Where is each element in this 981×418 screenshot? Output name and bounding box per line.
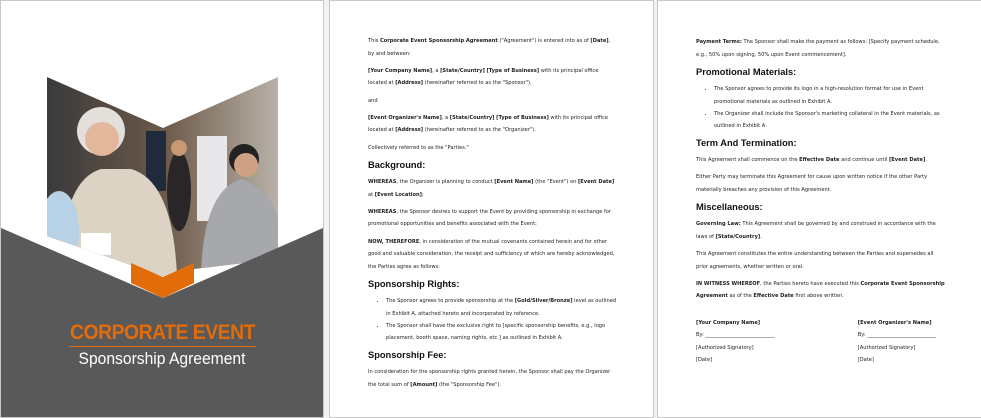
text-run: ; <box>422 191 424 198</box>
bold-text: Governing Law: <box>696 221 741 228</box>
paragraph <box>368 142 618 155</box>
text-run: with its principal office located at <box>368 114 609 134</box>
signature-name: [Your Company Name] <box>696 319 761 326</box>
list-item <box>386 295 618 320</box>
text-run: , a <box>432 67 441 74</box>
cover-title: CORPORATE EVENT <box>69 321 256 347</box>
text-run: , the Organizer is planning to conduct <box>396 179 495 186</box>
bold-text: WHEREAS <box>368 179 397 186</box>
text-run: This <box>368 38 381 44</box>
bold-text: Corporate Event Sponsorship Agreement <box>380 38 498 44</box>
bold-text: [Event Location] <box>374 191 423 198</box>
bold-text: Effective Date <box>753 293 794 300</box>
bold-text: Effective Date <box>799 157 840 163</box>
text-run: (hereinafter referred to as the "Sponsor"), <box>423 80 532 87</box>
bold-text: Payment Terms: <box>696 39 742 45</box>
text-run: , by and between: <box>368 38 611 57</box>
signature-column <box>696 317 774 367</box>
bold-text: [State/Country] <box>715 233 761 240</box>
signature-role: [Authorized Signatory] <box>857 344 916 351</box>
text-run: (the "Event") on <box>533 179 578 186</box>
page-3-body <box>696 36 946 367</box>
text-run: Collectively referred to as the "Parties." <box>368 144 469 151</box>
text-run: and <box>368 97 378 104</box>
text-run: (the "Sponsorship Fee"). <box>437 381 501 388</box>
list-item <box>714 83 946 108</box>
text-run: The Sponsor shall make the payment as follows: [Specify payment schedule, e.g., 50% upon signing, 50% upon Event commencement]. <box>696 39 940 58</box>
paragraph <box>696 248 946 273</box>
cover-photo <box>39 77 278 277</box>
text-run: ("Agreement") is entered into as of <box>497 38 591 44</box>
paragraph <box>368 112 618 137</box>
signature-name: [Event Organizer's Name] <box>857 319 932 326</box>
text-run: . <box>925 157 927 163</box>
bullet-list <box>368 295 618 345</box>
bold-text: [Address] <box>395 127 424 134</box>
bold-text: Corporate Event Sponsorship Agreement <box>696 280 945 300</box>
paragraph <box>368 366 618 391</box>
paragraph <box>696 154 946 167</box>
bold-text: [State/Country] <box>440 67 485 74</box>
text-run: The Sponsor agrees to provide sponsorship at the <box>386 298 515 305</box>
bold-text: [Type of Business] <box>486 67 540 74</box>
section-heading: Background: <box>368 160 426 171</box>
section-heading: Promotional Materials: <box>696 67 797 77</box>
text-run: , in consideration of the mutual covenants contained herein and for other good and valuable consideration, the receipt and sufficiency of which are hereby acknowledged, the Parties agree as follows: <box>368 238 615 270</box>
cover-page <box>0 0 324 418</box>
bold-text: [State/Country] <box>449 114 495 121</box>
paragraph <box>368 95 618 108</box>
text-run: This Agreement shall commence on the <box>696 157 800 163</box>
bold-text: [Date] <box>590 38 609 44</box>
bold-text: [Address] <box>395 80 424 87</box>
bold-text: [Event Date] <box>888 157 926 163</box>
text-run: . <box>760 233 762 240</box>
text-run: as of the <box>727 293 754 300</box>
paragraph <box>696 218 946 243</box>
text-run: , the Parties hereto have executed this <box>760 280 861 287</box>
text-run: This Agreement constitutes the entire understanding between the Parties and supersedes all prior agreements, whether written or oral. <box>696 251 934 270</box>
bold-text: WHEREAS <box>368 208 397 215</box>
bold-text: [Amount] <box>410 381 438 388</box>
bold-text: [Event Name] <box>494 179 534 186</box>
text-run: at <box>368 191 375 198</box>
text-run: first above written. <box>793 293 844 300</box>
paragraph <box>696 171 946 196</box>
text-run: The Sponsor shall have the exclusive right to [specific sponsorship benefits, e.g., logo placement, booth space, naming rights, etc.] as outlined in Exhibit A. <box>386 322 606 342</box>
bold-text: IN WITNESS WHEREOF <box>696 280 761 287</box>
bold-text: [Event Organizer's Name] <box>368 114 442 121</box>
text-run: , the Sponsor desires to support the Event by providing sponsorship in exchange for promotional opportunities and benefits associated with the Event; <box>368 208 612 228</box>
section-heading: Sponsorship Rights: <box>368 279 460 290</box>
signature-column <box>858 317 936 367</box>
paragraph <box>368 176 618 201</box>
bold-text: [Your Company Name] <box>368 67 433 74</box>
text-run: and continue until <box>839 157 889 163</box>
bold-text: [Event Date] <box>577 179 615 186</box>
text-run: In consideration for the sponsorship rights granted herein, the Sponsor shall pay the Organizer the total sum of <box>368 369 611 388</box>
text-run: The Sponsor agrees to provide its logo in a high-resolution format for use in Event promotional materials as outlined in Exhibit A. <box>714 86 924 105</box>
signature-role: [Authorized Signatory] <box>696 344 754 351</box>
paragraph <box>696 278 946 303</box>
text-run: level as outlined in Exhibit A, attached hereto and incorporated by reference. <box>386 298 617 317</box>
paragraph <box>368 65 618 90</box>
bullet-list <box>696 83 946 133</box>
section-heading: Miscellaneous: <box>696 202 763 213</box>
signature-by: By: ___________________________ <box>857 332 936 339</box>
section-heading: Term And Termination: <box>696 138 797 148</box>
list-item <box>714 108 946 133</box>
text-run: Either Party may terminate this Agreement for cause upon written notice if the other Party materially breaches any provision of this Agreement. <box>696 174 928 193</box>
text-run: This Agreement shall be governed by and construed in accordance with the laws of <box>696 221 936 240</box>
page-3 <box>657 0 981 418</box>
list-item <box>386 320 618 345</box>
paragraph <box>368 206 618 231</box>
signature-by: By: ___________________________ <box>696 332 775 339</box>
paragraph <box>368 236 618 274</box>
text-run: (hereinafter referred to as the "Organizer"). <box>423 127 536 134</box>
bold-text: [Type of Business] <box>496 114 549 121</box>
signature-block <box>696 317 936 367</box>
text-run: The Organizer shall include the Sponsor's marketing collateral in the Event materials, as outlined in Exhibit A. <box>714 110 940 129</box>
signature-date: [Date] <box>857 357 874 364</box>
section-heading: Sponsorship Fee: <box>368 350 447 361</box>
signature-date: [Date] <box>696 357 713 364</box>
page-2 <box>329 0 654 418</box>
page-2-body <box>368 35 618 396</box>
paragraph <box>368 35 618 60</box>
text-run: with its principal office located at <box>368 67 599 87</box>
text-run: , a <box>441 114 450 121</box>
cover-subtitle: Sponsorship Agreement <box>78 349 246 368</box>
bold-text: NOW, THEREFORE <box>368 238 420 245</box>
paragraph <box>696 36 946 61</box>
bold-text: [Gold/Silver/Bronze] <box>514 298 573 305</box>
